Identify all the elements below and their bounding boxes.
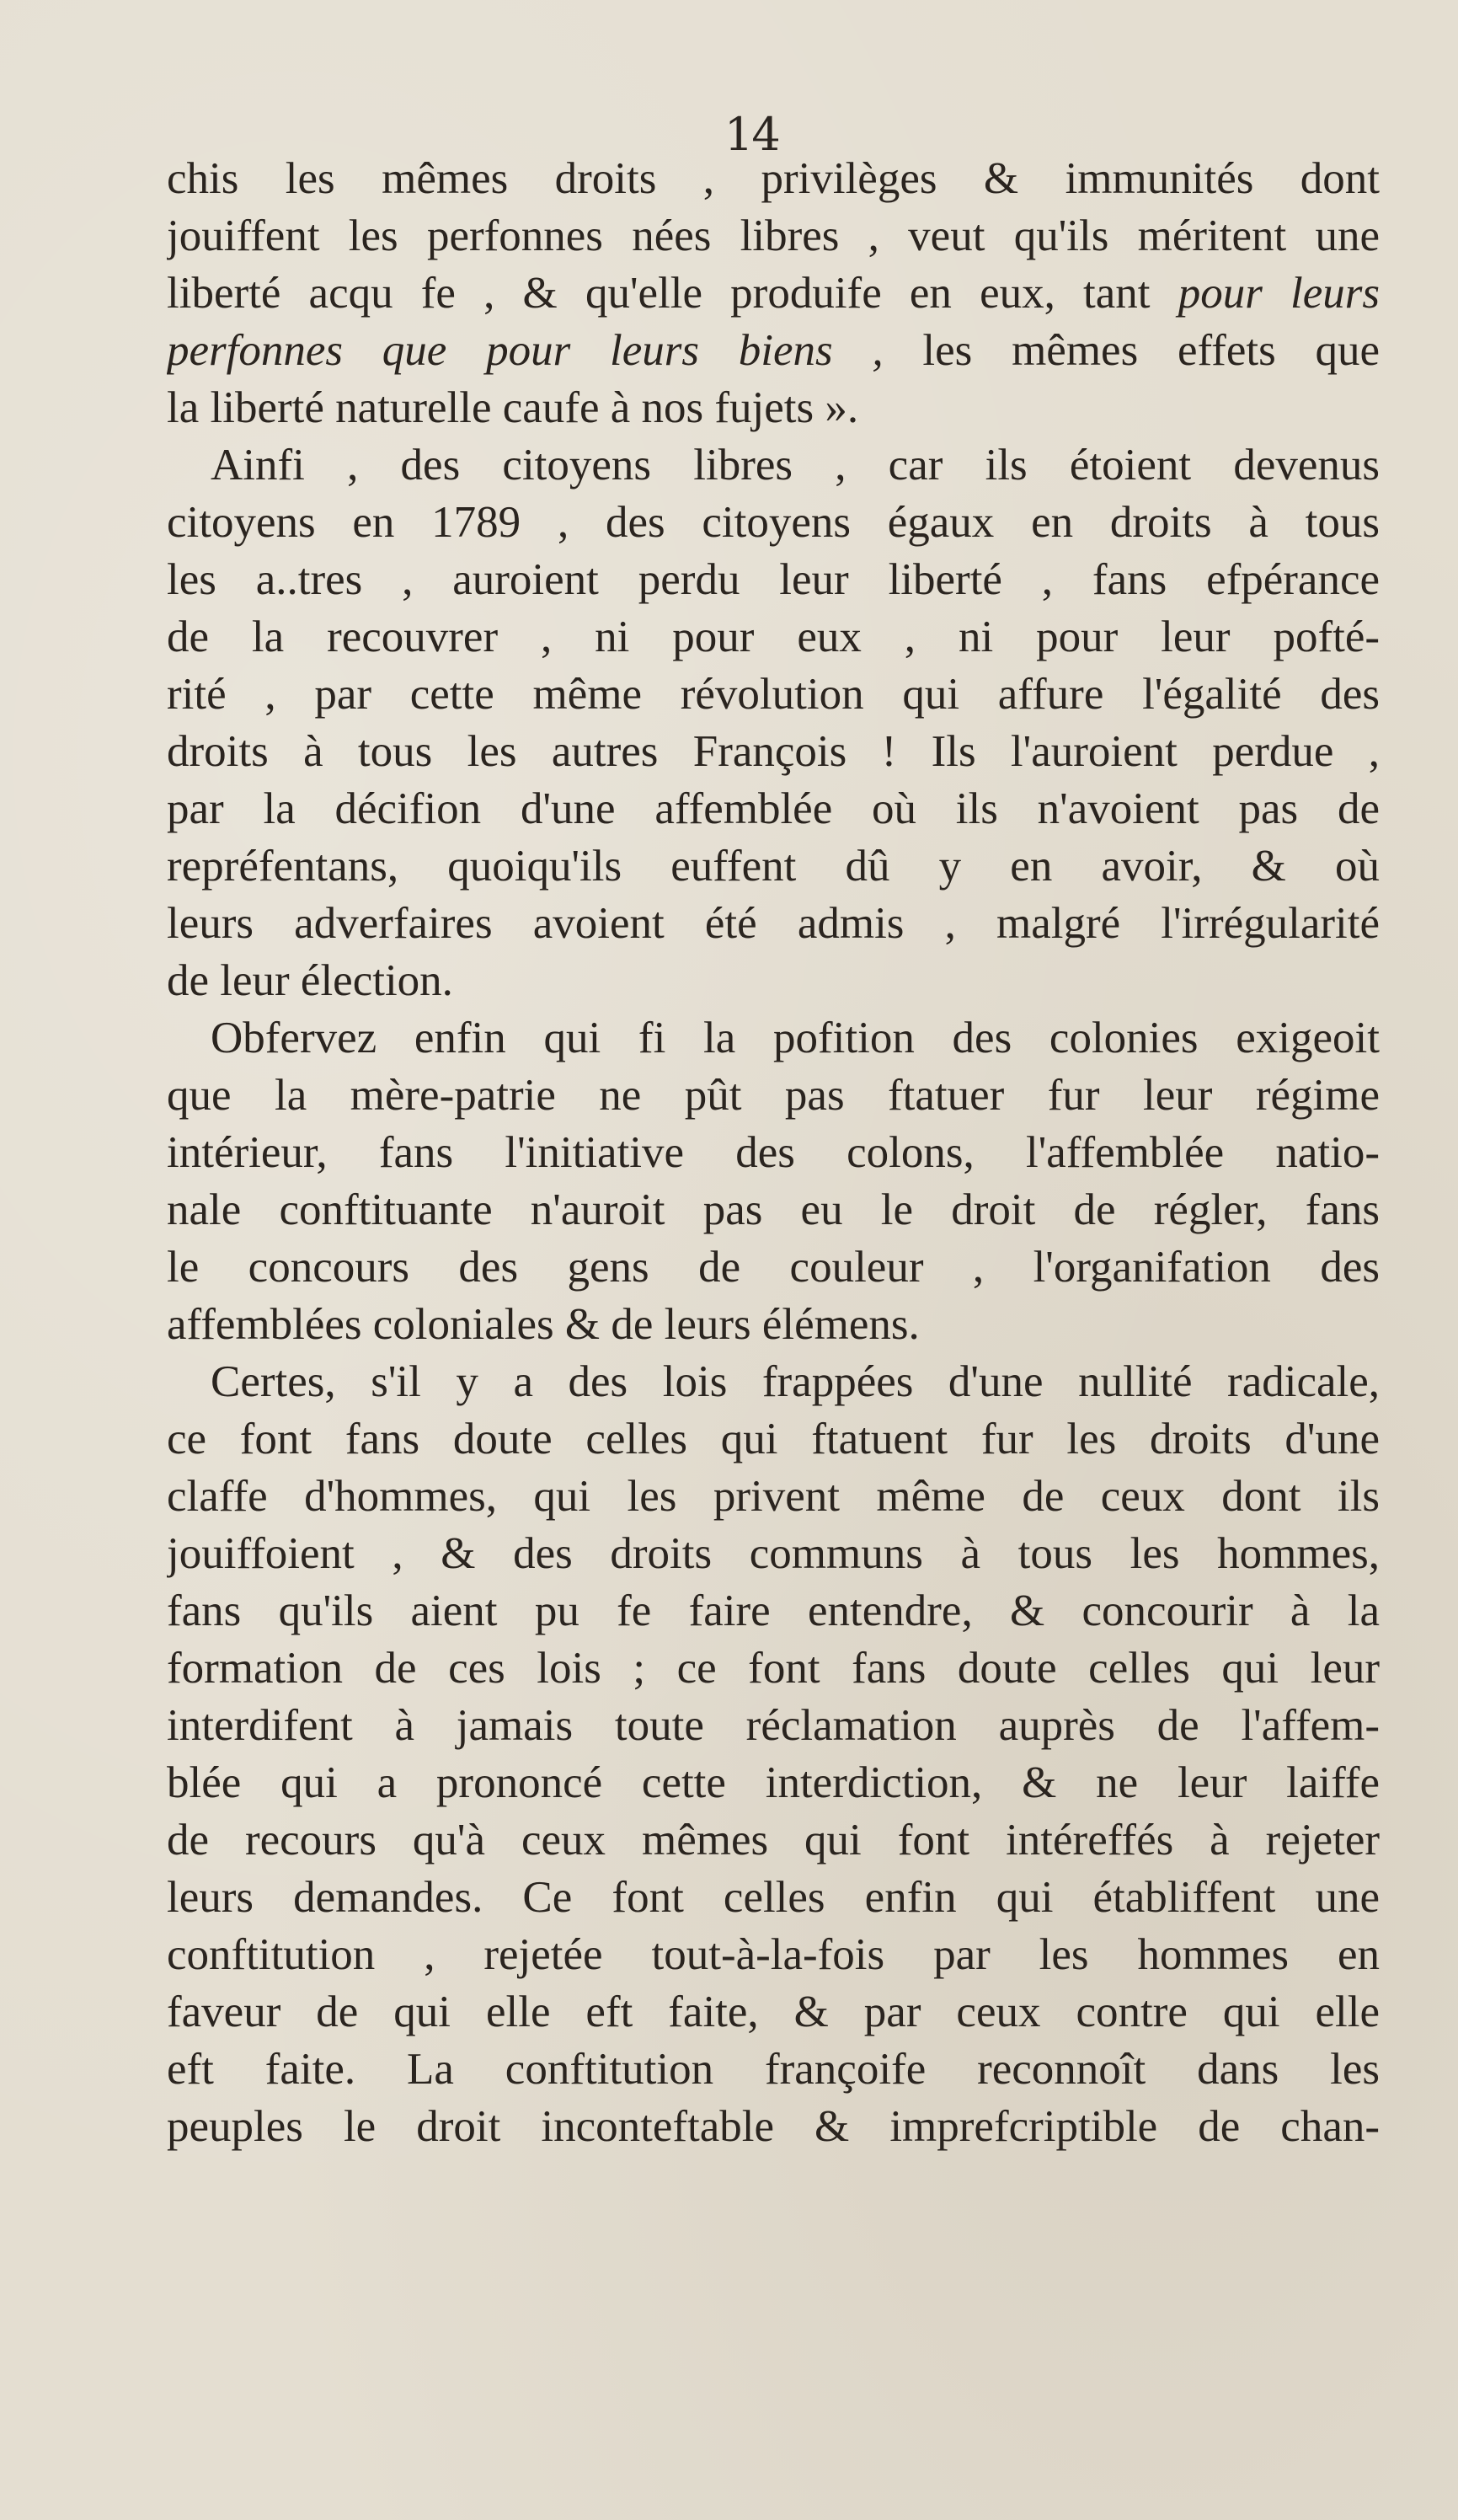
text-line xyxy=(167,780,1380,837)
text-span: interdifent à jamais toute réclamation auprès de l'affem- xyxy=(167,1701,1380,1750)
text-span: le concours des gens de couleur , l'organifation des xyxy=(167,1243,1380,1292)
text-line xyxy=(167,1926,1380,1983)
text-line xyxy=(167,1067,1380,1124)
text-line xyxy=(167,1353,1380,1410)
text-span: jouiffent les perfonnes nées libres , veut qu'ils méritent une xyxy=(167,211,1380,260)
text-span: par la décifion d'une affemblée où ils n'avoient pas de xyxy=(167,784,1380,833)
text-span: peuples le droit inconteftable & imprefcriptible de chan- xyxy=(167,2102,1380,2151)
text-span: fans qu'ils aient pu fe faire entendre, & concourir à la xyxy=(167,1586,1380,1635)
text-line xyxy=(167,1410,1380,1468)
text-span: claffe d'hommes, qui les privent même de ceux dont ils xyxy=(167,1472,1380,1521)
body-text xyxy=(167,150,1380,2155)
text-span: nale conftituante n'auroit pas eu le droit de régler, fans xyxy=(167,1185,1380,1234)
text-span: les a..tres , auroient perdu leur liberté , fans efpérance xyxy=(167,555,1380,604)
text-span: Obfervez enfin qui fi la pofition des colonies exigeoit xyxy=(211,1014,1380,1062)
text-span: rité , par cette même révolution qui affure l'égalité des xyxy=(167,670,1380,719)
text-line xyxy=(167,265,1380,322)
text-span: de recours qu'à ceux mêmes qui font intéreffés à rejeter xyxy=(167,1816,1380,1865)
text-span: blée qui a prononcé cette interdiction, & ne leur laiffe xyxy=(167,1758,1380,1807)
text-line xyxy=(167,1582,1380,1640)
text-line xyxy=(167,150,1380,207)
text-span: que la mère-patrie ne pût pas ftatuer fur leur régime xyxy=(167,1071,1380,1120)
text-span: les mêmes effets que xyxy=(883,326,1380,375)
text-span: Certes, s'il y a des lois frappées d'une nullité radicale, xyxy=(211,1357,1380,1406)
text-line xyxy=(167,1296,1380,1353)
italic-text: pour leurs xyxy=(1178,269,1380,318)
text-line xyxy=(167,1181,1380,1239)
text-span: la liberté naturelle caufe à nos fujets ». xyxy=(167,383,859,432)
text-span: affemblées coloniales & de leurs élémens. xyxy=(167,1300,920,1349)
text-span: chis les mêmes droits , privilèges & immunités dont xyxy=(167,154,1380,203)
text-span: Ainfi , des citoyens libres , car ils étoient devenus xyxy=(211,441,1380,490)
text-line xyxy=(167,837,1380,895)
text-line xyxy=(167,494,1380,551)
text-span: leurs adverfaires avoient été admis , malgré l'irrégularité xyxy=(167,899,1380,948)
text-span: faveur de qui elle eft faite, & par ceux contre qui elle xyxy=(167,1988,1380,2036)
text-line xyxy=(167,608,1380,666)
text-line xyxy=(167,1983,1380,2041)
text-line xyxy=(167,436,1380,494)
text-line xyxy=(167,1640,1380,1697)
text-line xyxy=(167,551,1380,608)
text-line xyxy=(167,2041,1380,2098)
text-line xyxy=(167,1239,1380,1296)
text-span: ce font fans doute celles qui ftatuent fur les droits d'une xyxy=(167,1415,1380,1463)
text-line xyxy=(167,1869,1380,1926)
text-span: formation de ces lois ; ce font fans doute celles qui leur xyxy=(167,1644,1380,1693)
text-line xyxy=(167,1754,1380,1811)
text-line xyxy=(167,1697,1380,1754)
text-span: de leur élection. xyxy=(167,956,453,1005)
text-line xyxy=(167,1124,1380,1181)
text-span: jouiffoient , & des droits communs à tous les hommes, xyxy=(167,1529,1380,1578)
text-span: leurs demandes. Ce font celles enfin qui établiffent une xyxy=(167,1873,1380,1922)
text-line xyxy=(167,952,1380,1009)
text-span: droits à tous les autres François ! Ils l'auroient perdue , xyxy=(167,727,1380,776)
text-line xyxy=(167,723,1380,780)
text-span: repréfentans, quoiqu'ils euffent dû y en avoir, & où xyxy=(167,842,1380,891)
text-span: eft faite. La conftitution françoife reconnoît dans les xyxy=(167,2045,1380,2094)
text-line xyxy=(167,1525,1380,1582)
text-span: intérieur, fans l'initiative des colons, l'affemblée natio- xyxy=(167,1128,1380,1177)
text-line xyxy=(167,379,1380,436)
text-line xyxy=(167,666,1380,723)
text-span: conftitution , rejetée tout-à-la-fois par les hommes en xyxy=(167,1930,1380,1979)
text-line xyxy=(167,1009,1380,1067)
text-line xyxy=(167,2098,1380,2155)
italic-text: perfonnes que pour leurs biens , xyxy=(167,326,884,375)
text-span: citoyens en 1789 , des citoyens égaux en droits à tous xyxy=(167,498,1380,547)
page-number: 14 xyxy=(724,108,779,161)
text-line xyxy=(167,1468,1380,1525)
text-line xyxy=(167,1811,1380,1869)
text-line xyxy=(167,207,1380,265)
text-span: liberté acqu fe , & qu'elle produife en eux, tant xyxy=(167,269,1178,318)
text-span: de la recouvrer , ni pour eux , ni pour leur pofté- xyxy=(167,613,1380,661)
text-line xyxy=(167,322,1380,379)
text-line xyxy=(167,895,1380,952)
